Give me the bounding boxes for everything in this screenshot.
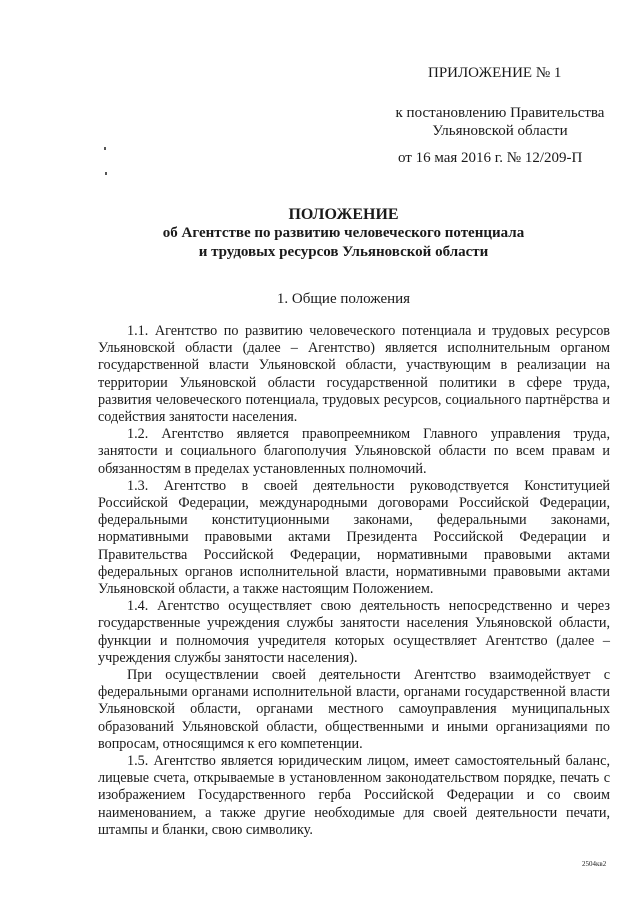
appendix-date: от 16 мая 2016 г. № 12/209-П	[398, 150, 583, 166]
scan-mark	[105, 172, 107, 175]
paragraph-1-2: 1.2. Агентство является правопреемником Главного управления труда, занятости и социального благополучия Ульяновской области по всем правам и обязанностям в пределах установленных полномочий.	[98, 426, 610, 477]
paragraph-1-4-cont: При осуществлении своей деятельности Агентство взаимодействует с федеральными органами исполнительной власти, органами государственной власти Ульяновской области, органами местного самоуправления муниципальных образований Ульяновской области, общественными и иными организациями по вопросам, относящимся к его компетенции.	[98, 667, 610, 752]
appendix-title: ПРИЛОЖЕНИЕ № 1	[428, 65, 562, 81]
paragraph-1-5: 1.5. Агентство является юридическим лицом, имеет самостоятельный баланс, лицевые счета, открываемые в установленном законодательством порядке, печать с изображением Государственного герба Российской Федерации и со своим наименованием, а также другие необходимые для своей деятельности печати, штампы и бланки, свою символику.	[98, 753, 610, 838]
document-heading	[100, 205, 587, 262]
paragraph-1-3: 1.3. Агентство в своей деятельности руководствуется Конституцией Российской Федерации, международными договорами Российской Федерации, федеральными конституционными законами, федеральными законами, нормативными правовыми актами Президента Российской Федерации и Правительства Российской Федерации, нормативными правовыми актами федеральных органов исполнительной власти, нормативными правовыми актами Ульяновской области, а также настоящим Положением.	[98, 477, 610, 598]
footer-code: 2504кв2	[582, 860, 607, 868]
scan-mark	[104, 147, 106, 150]
appendix-reference	[380, 104, 620, 140]
document-subtitle-line-1: об Агентстве по развитию человеческого потенциала	[162, 225, 525, 241]
document-title: ПОЛОЖЕНИЕ	[288, 206, 399, 223]
section-title: 1. Общие положения	[276, 291, 411, 307]
paragraph-1-4: 1.4. Агентство осуществляет свою деятельность непосредственно и через государственные учреждения службы занятости населения Ульяновской области, функции и полномочия учредителя которых осуществляет Агентство (далее – учреждения службы занятости населения).	[98, 598, 610, 666]
appendix-reference-line-1: к постановлению Правительства	[395, 105, 605, 121]
appendix-reference-line-2: Ульяновской области	[432, 123, 568, 139]
document-subtitle-line-2: и трудовых ресурсов Ульяновской области	[198, 244, 489, 260]
paragraph-1-1: 1.1. Агентство по развитию человеческого потенциала и трудовых ресурсов Ульяновской области (далее – Агентство) является исполнительным органом государственной власти Ульяновской области, участвующим в реализации на территории Ульяновской области государственной политики в сфере труда, развития человеческого потенциала, трудовых ресурсов, социального партнёрства и содействия занятости населения.	[98, 323, 610, 426]
document-body	[98, 323, 610, 839]
